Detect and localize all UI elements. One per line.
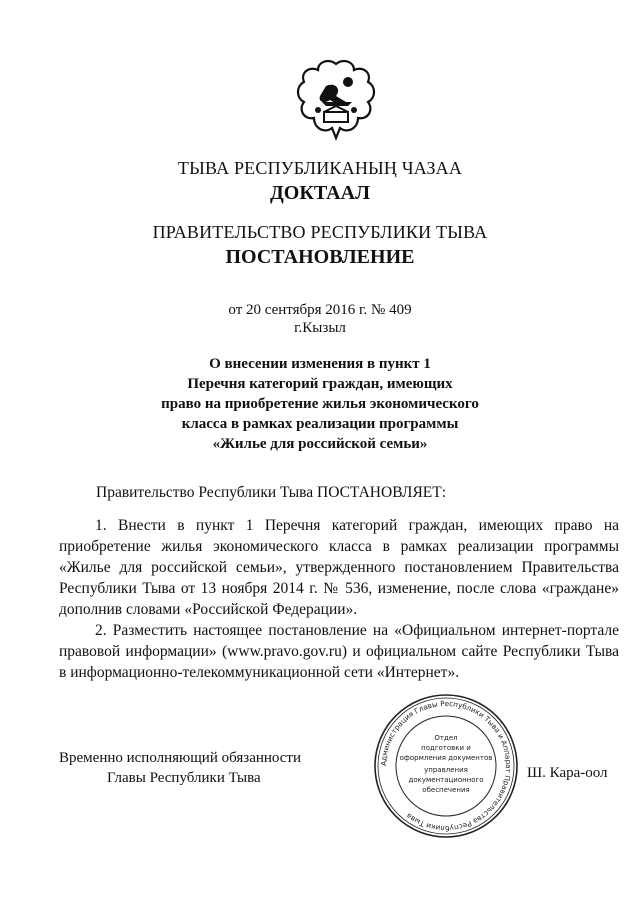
russian-doc-type: ПОСТАНОВЛЕНИЕ: [225, 246, 415, 268]
date-number: от 20 сентября 2016 г. № 409: [228, 302, 412, 318]
seal-line: Отдел: [434, 734, 458, 742]
seal-line: оформления документов: [399, 754, 493, 762]
signatory-name: Ш. Кара-оол: [527, 765, 608, 781]
seal-line: обеспечения: [422, 786, 470, 794]
official-seal: [372, 692, 520, 840]
title-line: право на приобретение жилья экономического: [161, 396, 479, 412]
document-body: [59, 515, 619, 683]
seal-line: подготовки и: [421, 744, 471, 752]
signatory-position: [59, 748, 301, 788]
city: г.Кызыл: [294, 320, 346, 336]
tyva-doc-type: ДОКТААЛ: [270, 182, 370, 204]
title-line: О внесении изменения в пункт 1: [209, 356, 431, 372]
tyva-government-heading: ТЫВА РЕСПУБЛИКАНЫҢ ЧАЗАА: [177, 158, 463, 178]
position-line-2: Главы Республики Тыва: [107, 770, 261, 786]
seal-line: документационного: [408, 776, 484, 784]
preamble: Правительство Республики Тыва ПОСТАНОВЛЯЕТ:: [96, 484, 447, 501]
title-line: «Жилье для российской семьи»: [212, 436, 428, 452]
republic-emblem-icon: [296, 58, 376, 142]
position-line-1: Временно исполняющий обязанности: [59, 750, 302, 766]
title-line: Перечня категорий граждан, имеющих: [187, 376, 453, 392]
title-line: класса в рамках реализации программы: [181, 416, 459, 432]
paragraph-1: 1. Внести в пункт 1 Перечня категорий граждан, имеющих право на приобретение жилья экономического класса в рамках реализации программы «Жилье для российской семьи», утвержденного постановлением Правительства Республики Тыва от 13 ноября 2014 г. № 536, изменение, после слова «граждане» дополнив словами «Российской Федерации».: [59, 517, 619, 618]
paragraph-2: 2. Разместить настоящее постановление на «Официальном интернет-портале правовой информации» (www.pravo.gov.ru) и официальном сайте Республики Тыва в информационно-телекоммуникационной сети «Интернет».: [59, 622, 619, 681]
russian-government-heading: ПРАВИТЕЛЬСТВО РЕСПУБЛИКИ ТЫВА: [152, 222, 488, 242]
seal-outer-text: Администрация Главы Республики Тыва и Аппарат Правительства Республики Тыва: [378, 698, 514, 834]
seal-line: управления: [424, 766, 468, 774]
document-title: [0, 354, 640, 454]
